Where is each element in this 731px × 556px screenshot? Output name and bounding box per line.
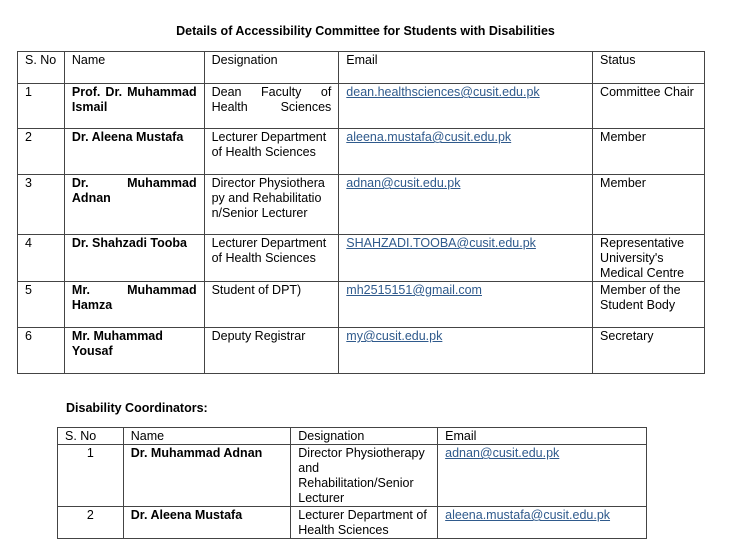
row-name: Prof. Dr. Muhammad Ismail xyxy=(64,84,204,129)
row-name: Dr. Muhammad Adnan xyxy=(123,445,290,507)
table-row xyxy=(18,84,705,129)
row-designation: Lecturer Department of Health Sciences xyxy=(291,507,438,539)
row-email-link[interactable]: my@cusit.edu.pk xyxy=(346,329,443,343)
table-row xyxy=(58,445,647,507)
row-name: Mr. Muhammad Hamza xyxy=(64,282,204,328)
row-status: Committee Chair xyxy=(593,84,705,129)
row-name: Mr. Muhammad Yousaf xyxy=(64,328,204,374)
row-name: Dr. Shahzadi Tooba xyxy=(64,235,204,282)
row-status: Member xyxy=(593,175,705,235)
row-sno: 5 xyxy=(18,282,65,328)
table-row xyxy=(58,507,647,539)
committee-header-row xyxy=(18,52,705,84)
row-designation: Lecturer Department of Health Sciences xyxy=(204,235,339,282)
row-email-link[interactable]: mh2515151@gmail.com xyxy=(346,283,482,297)
row-sno: 4 xyxy=(18,235,65,282)
header-sno: S. No xyxy=(58,428,124,445)
committee-table xyxy=(17,51,705,374)
row-status: Secretary xyxy=(593,328,705,374)
header-designation: Designation xyxy=(204,52,339,84)
row-status: Member of the Student Body xyxy=(593,282,705,328)
row-designation: Director Physiotherapy and Rehabilitation/Senior Lecturer xyxy=(291,445,438,507)
row-designation: Lecturer Department of Health Sciences xyxy=(204,129,339,175)
coordinators-table xyxy=(57,427,647,539)
row-status: Member xyxy=(593,129,705,175)
row-status: Representative University's Medical Centre xyxy=(593,235,705,282)
header-email: Email xyxy=(339,52,593,84)
header-sno: S. No xyxy=(18,52,65,84)
table-row xyxy=(18,235,705,282)
row-sno: 6 xyxy=(18,328,65,374)
row-designation: Director Physiotherapy and Rehabilitation/Senior Lecturer xyxy=(204,175,339,235)
row-sno: 1 xyxy=(58,445,124,507)
row-sno: 2 xyxy=(58,507,124,539)
row-sno: 3 xyxy=(18,175,65,235)
row-designation: Deputy Registrar xyxy=(204,328,339,374)
coordinators-header-row xyxy=(58,428,647,445)
row-designation: Student of DPT) xyxy=(204,282,339,328)
header-name: Name xyxy=(123,428,290,445)
header-email: Email xyxy=(438,428,647,445)
row-email-link[interactable]: SHAHZADI.TOOBA@cusit.edu.pk xyxy=(346,236,536,250)
header-name: Name xyxy=(64,52,204,84)
table-row xyxy=(18,328,705,374)
row-sno: 1 xyxy=(18,84,65,129)
row-email-link[interactable]: adnan@cusit.edu.pk xyxy=(445,446,560,460)
header-designation: Designation xyxy=(291,428,438,445)
row-sno: 2 xyxy=(18,129,65,175)
row-name: Dr. Aleena Mustafa xyxy=(64,129,204,175)
row-email-link[interactable]: adnan@cusit.edu.pk xyxy=(346,176,461,190)
coordinators-heading: Disability Coordinators: xyxy=(66,401,208,415)
row-email-link[interactable]: dean.healthsciences@cusit.edu.pk xyxy=(346,85,540,99)
table-row xyxy=(18,175,705,235)
table-row xyxy=(18,129,705,175)
row-name: Dr. Aleena Mustafa xyxy=(123,507,290,539)
row-designation: Dean Faculty of Health Sciences xyxy=(204,84,339,129)
row-email-link[interactable]: aleena.mustafa@cusit.edu.pk xyxy=(346,130,512,144)
row-name: Dr. Muhammad Adnan xyxy=(64,175,204,235)
document-title: Details of Accessibility Committee for Students with Disabilities xyxy=(176,24,555,38)
header-status: Status xyxy=(593,52,705,84)
row-email-link[interactable]: aleena.mustafa@cusit.edu.pk xyxy=(445,508,611,522)
table-row xyxy=(18,282,705,328)
